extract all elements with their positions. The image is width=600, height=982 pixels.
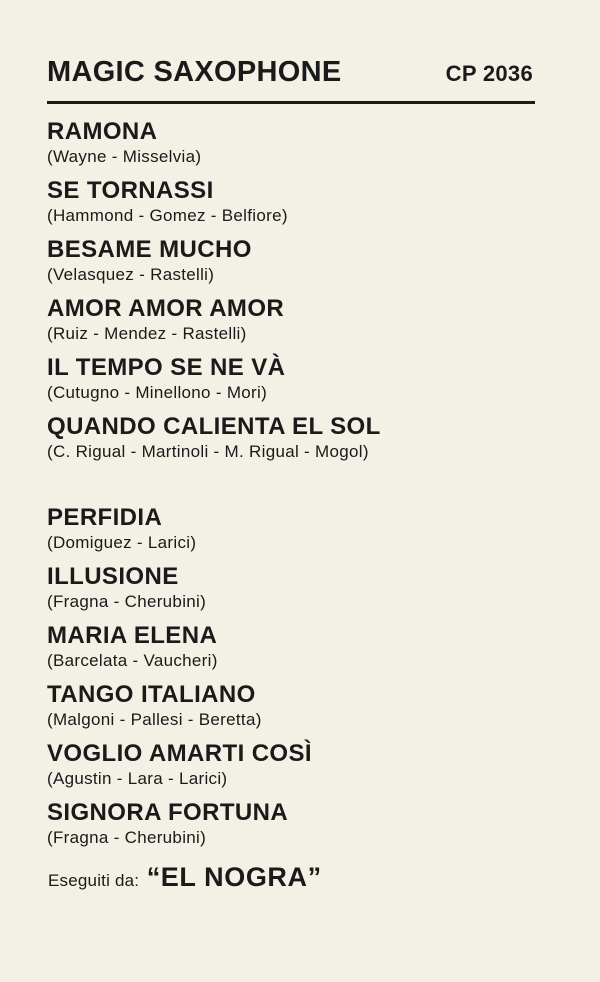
track-item (47, 800, 547, 849)
track-credits: (C. Rigual - Martinoli - M. Rigual - Mogol) (47, 442, 369, 461)
track-item (47, 178, 547, 227)
track-title: PERFIDIA (47, 504, 163, 531)
track-title: BESAME MUCHO (47, 236, 252, 263)
catalog-number: CP 2036 (445, 61, 533, 86)
track-credits: (Velasquez - Rastelli) (47, 265, 215, 284)
track-title: SE TORNASSI (47, 177, 214, 204)
performer-credit (48, 862, 322, 893)
track-credits: (Ruiz - Mendez - Rastelli) (47, 324, 247, 343)
track-credits: (Cutugno - Minellono - Mori) (47, 383, 268, 402)
track-item (47, 741, 547, 790)
track-item (47, 237, 547, 286)
track-item (47, 564, 547, 613)
track-title: TANGO ITALIANO (47, 681, 256, 708)
track-title: SIGNORA FORTUNA (47, 799, 289, 826)
track-credits: (Domiguez - Larici) (47, 533, 197, 552)
track-credits: (Fragna - Cherubini) (47, 592, 207, 611)
track-title: RAMONA (47, 118, 158, 145)
track-credits: (Fragna - Cherubini) (47, 828, 207, 847)
header-divider (47, 101, 535, 104)
track-item (47, 505, 547, 554)
track-item (47, 296, 547, 345)
track-item (47, 119, 547, 168)
track-title: MARIA ELENA (47, 622, 218, 649)
header (47, 52, 535, 100)
track-credits: (Malgoni - Pallesi - Beretta) (47, 710, 262, 729)
track-title: QUANDO CALIENTA EL SOL (47, 413, 381, 440)
track-title: VOGLIO AMARTI COSÌ (47, 740, 312, 767)
album-title: MAGIC SAXOPHONE (47, 56, 342, 88)
performer-label: Eseguiti da: (48, 871, 140, 890)
track-title: ILLUSIONE (47, 563, 179, 590)
track-credits: (Wayne - Misselvia) (47, 147, 202, 166)
track-item (47, 355, 547, 404)
track-item (47, 414, 547, 463)
track-credits: (Barcelata - Vaucheri) (47, 651, 218, 670)
track-title: AMOR AMOR AMOR (47, 295, 285, 322)
track-credits: (Hammond - Gomez - Belfiore) (47, 206, 288, 225)
performer-name: “EL NOGRA” (146, 862, 322, 892)
track-item (47, 682, 547, 731)
track-item (47, 623, 547, 672)
track-credits: (Agustin - Lara - Larici) (47, 769, 228, 788)
track-title: IL TEMPO SE NE VÀ (47, 354, 286, 381)
